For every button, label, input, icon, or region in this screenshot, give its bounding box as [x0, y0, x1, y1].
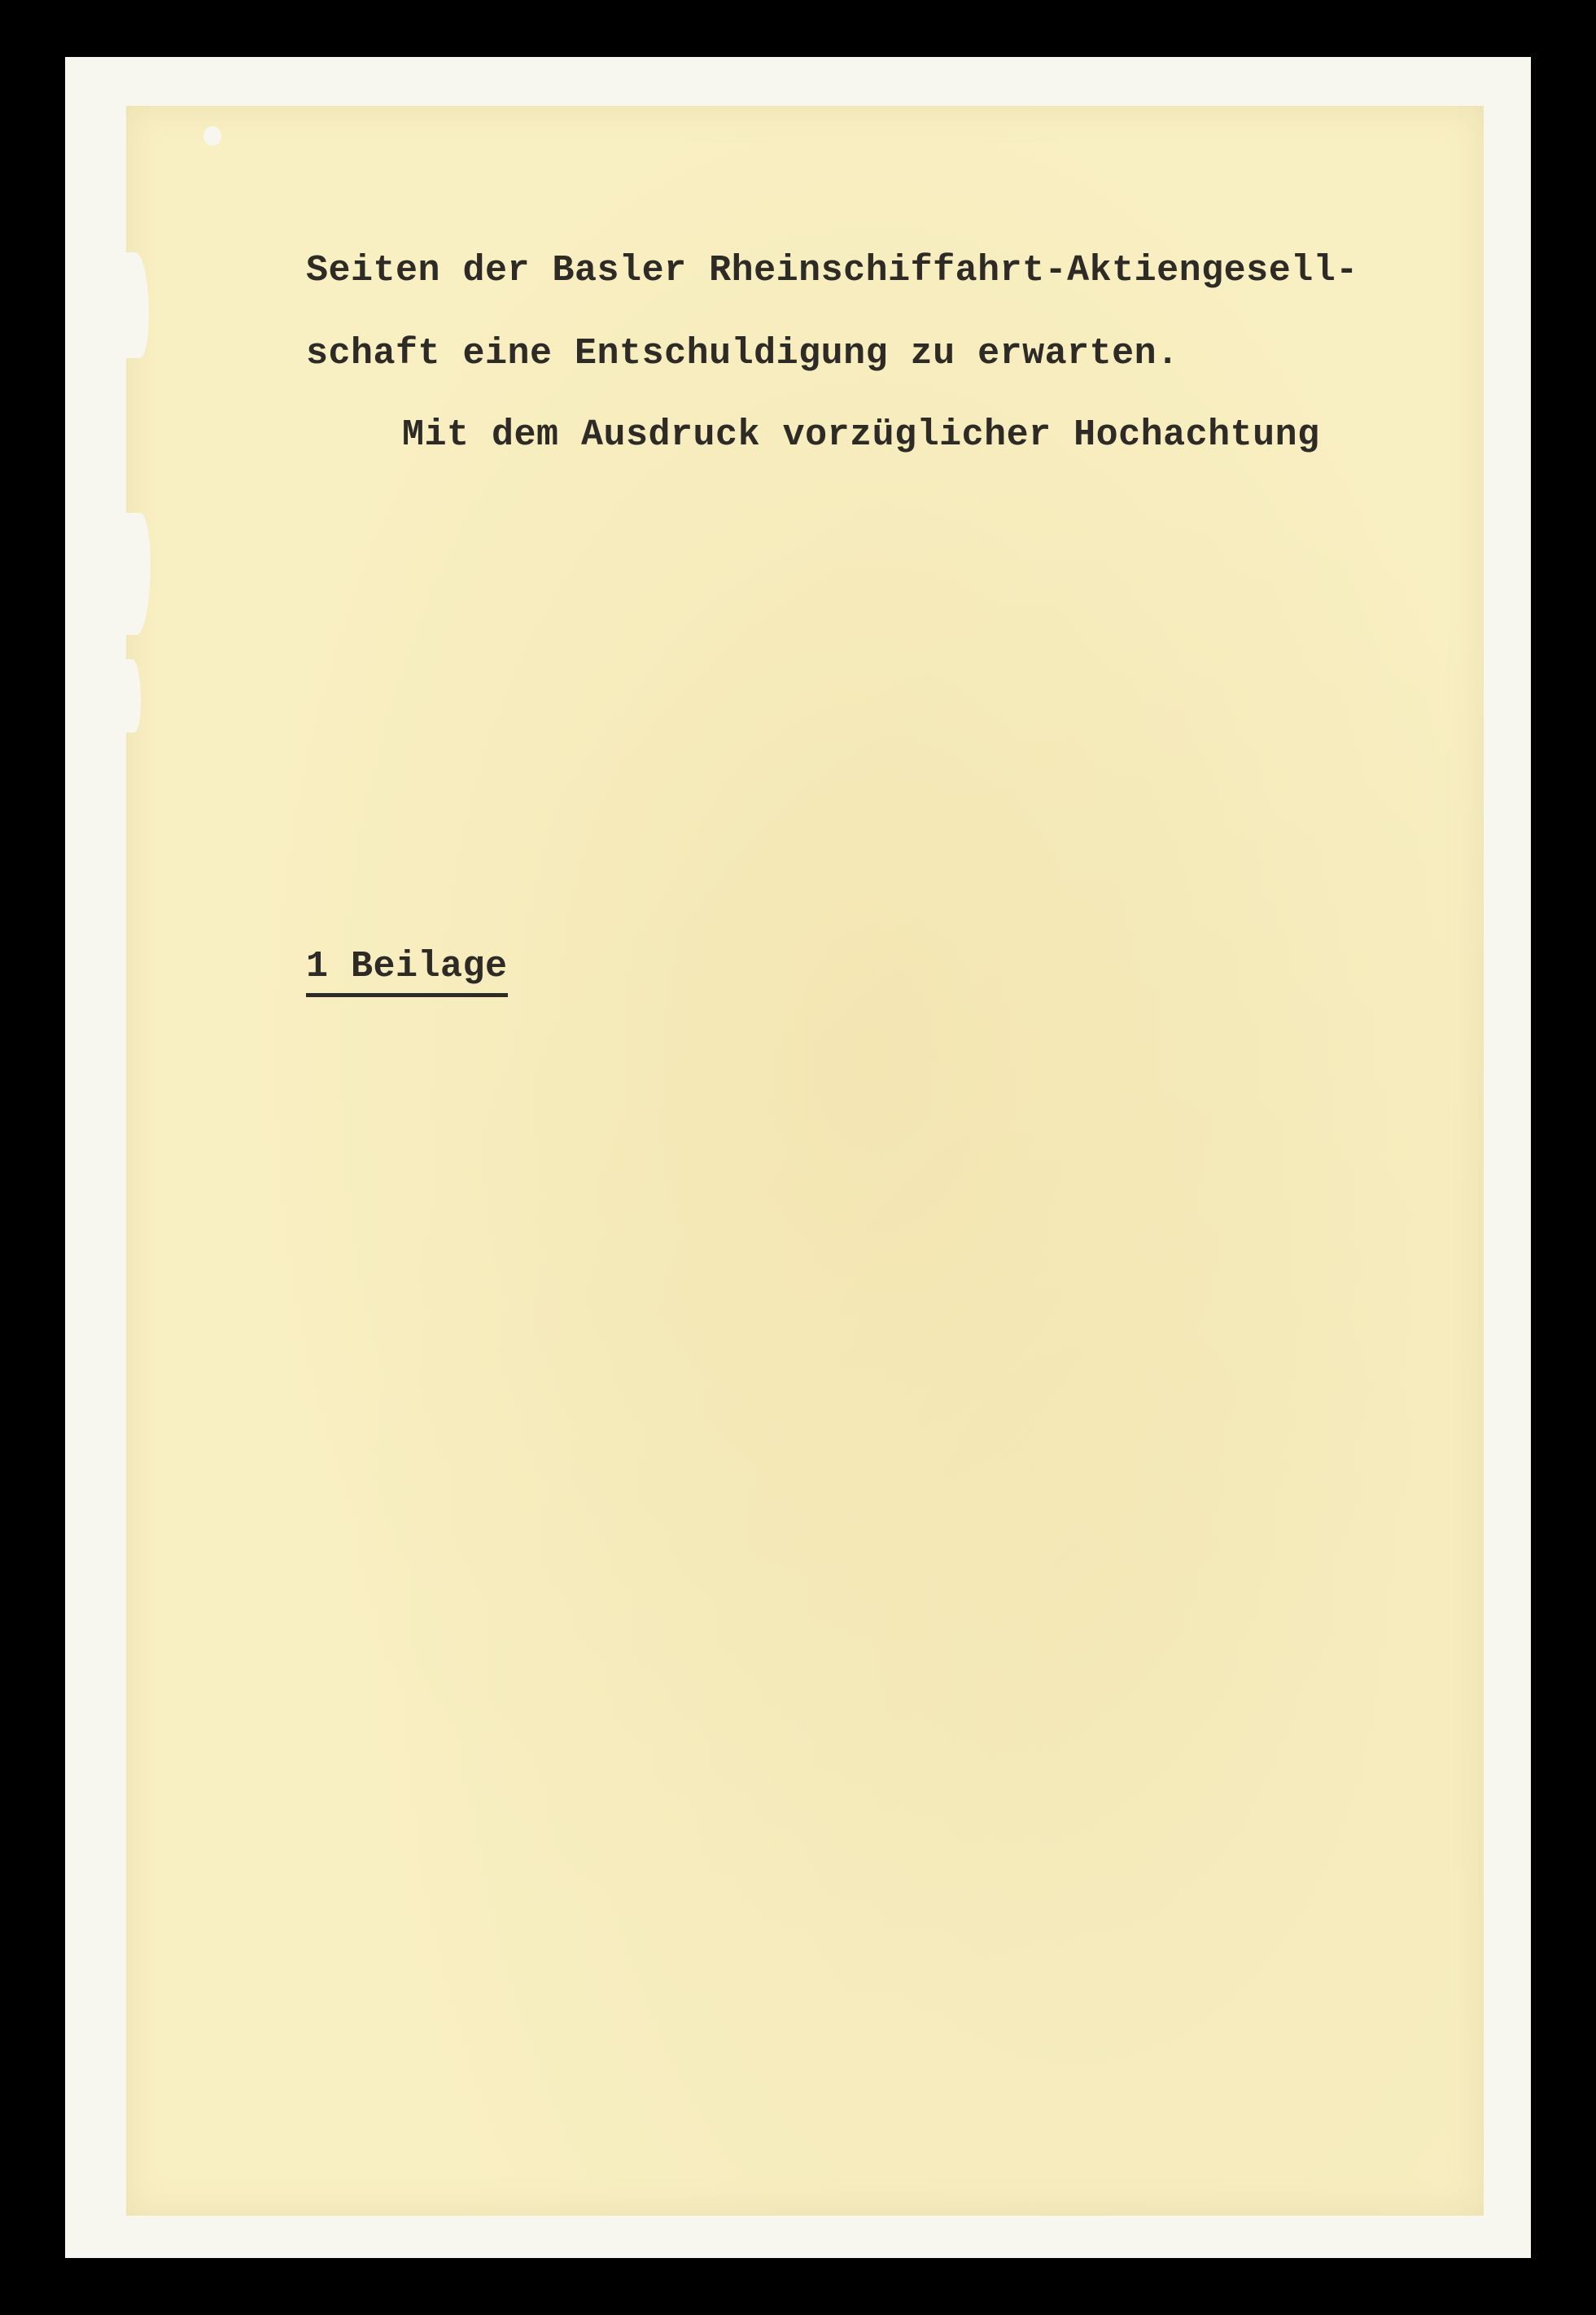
- paper-tear: [203, 126, 221, 146]
- paper-tear: [126, 252, 149, 358]
- paper-tear: [126, 513, 151, 635]
- paper-tear: [126, 659, 141, 733]
- letter-line-1: Seiten der Basler Rheinschiffahrt-Aktiengesell-: [306, 250, 1358, 291]
- letter-line-2: schaft eine Entschuldigung zu erwarten.: [306, 333, 1179, 374]
- closing-salutation: Mit dem Ausdruck vorzüglicher Hochachtung: [402, 414, 1320, 456]
- enclosure-note: 1 Beilage: [306, 948, 508, 997]
